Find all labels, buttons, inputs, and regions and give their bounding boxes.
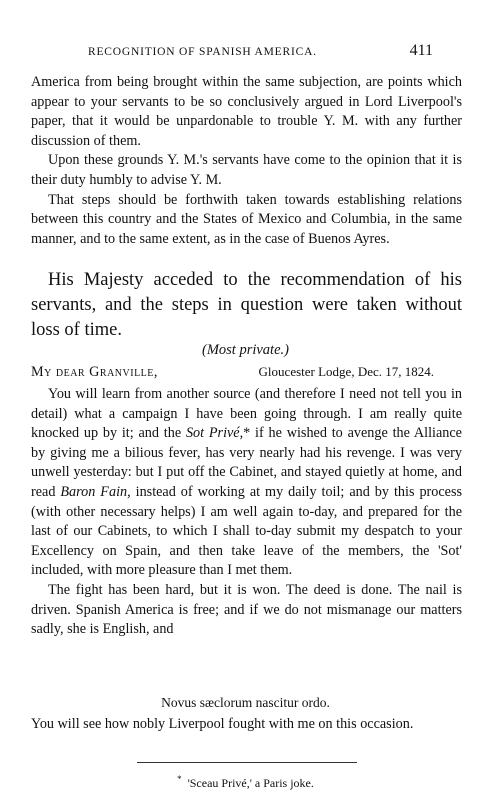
letter-p1-start: You will learn from another source (and therefore I need not tell you in detail) what a campaign I have been going through. I am really quite knocked up by it; and the	[31, 386, 462, 442]
letter-closing	[31, 715, 462, 735]
latin-motto: Novus sæclorum nascitur ordo.	[161, 695, 330, 710]
page-header	[88, 42, 433, 60]
memo-paragraph-1: America from being brought within the same subjection, are points which appear to your servants to be so conclusively argued in Lord Liverpool's paper, that it would be unpardonable to trouble Y. M. with any further discussion of them.	[31, 74, 462, 149]
baron-fain: Baron Fain,	[60, 483, 131, 500]
memo-paragraph-3: That steps should be forthwith taken towards establishing relations between this country and the States of Mexico and Columbia, in the same manner, and to the same extent, as in the case of Buenos Ayres.	[31, 191, 462, 247]
running-title: RECOGNITION OF SPANISH AMERICA.	[88, 46, 317, 58]
dateline: Gloucester Lodge, Dec. 17, 1824.	[258, 364, 434, 379]
memorandum-text	[31, 73, 462, 249]
letter-p1-end: instead of working at my daily toil; and by this process (with other necessary helps) I am well again to-day, and prepared for the last of our Cabinets, to which I shall to-day submit my despatch to your Excellency on Spain, and then take leave of the members, the 'Sot' included, with more pleasure than I met them.	[31, 483, 462, 579]
page-number: 411	[409, 42, 433, 59]
salutation: My dear Granville,	[31, 364, 158, 380]
letter-paragraph-3: You will see how nobly Liverpool fought with me on this occasion.	[31, 716, 414, 732]
letter-paragraph-2: The fight has been hard, but it is won. The deed is done. The nail is driven. Spanish America is free; and if we do not mismanage our matters sadly, she is English, and	[31, 581, 462, 638]
letter-opening	[31, 364, 462, 381]
most-private-heading: (Most private.)	[202, 342, 289, 358]
letter-body	[31, 385, 462, 640]
footnote-text: 'Sceau Privé,' a Paris joke.	[187, 776, 314, 790]
footnote	[0, 774, 491, 791]
footnote-divider	[137, 762, 357, 763]
sot-prive: Sot Privé,	[185, 425, 244, 442]
letter-p1-middle: if he wished to avenge the Alliance by giving me a bilious fever, has very nearly had his revenge. I was very unwell yesterday: but I put off the Cabinet, and stayed quietly at home, and read	[31, 425, 462, 500]
narrative-paragraph: His Majesty acceded to the recommendation of his servants, and the steps in question were taken without loss of time.	[31, 270, 462, 340]
memo-paragraph-2: Upon these grounds Y. M.'s servants have come to the opinion that it is their duty humbly to advise Y. M.	[31, 152, 462, 188]
footnote-reference: *	[243, 425, 251, 442]
letter-paragraph-1	[31, 385, 462, 581]
footnote-mark: *	[177, 774, 182, 784]
